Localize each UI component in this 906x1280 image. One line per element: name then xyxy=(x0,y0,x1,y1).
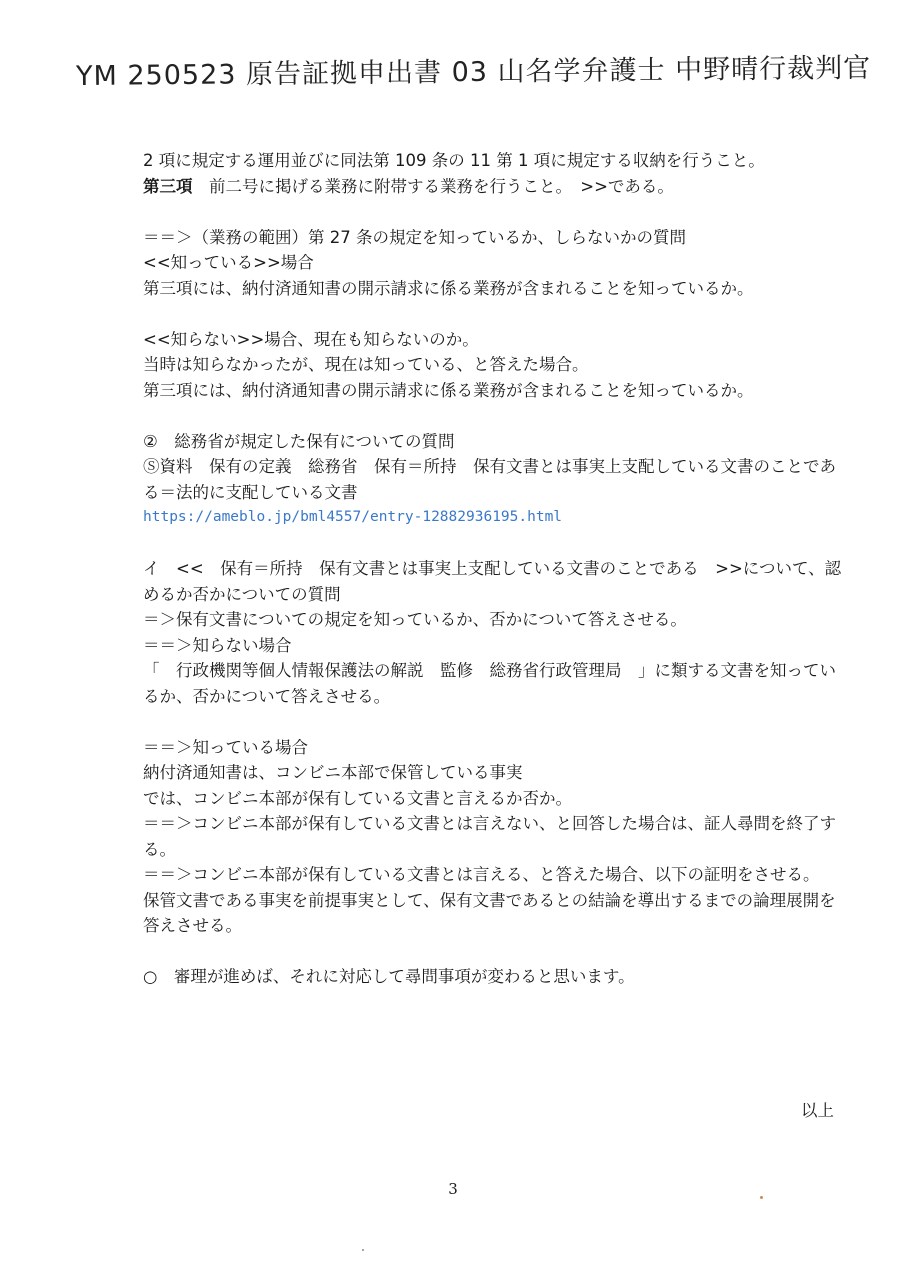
text-line: ＝＝＞（業務の範囲）第 27 条の規定を知っているか、しらないかの質問 xyxy=(143,227,686,247)
text-span: 前二号に掲げる業務に附帯する業務を行うこと。 >>である。 xyxy=(192,176,674,196)
text-line: 第三項には、納付済通知書の開示請求に係る業務が含まれることを知っているか。 xyxy=(143,380,754,400)
text-line: 「 行政機関等個人情報保護法の解説 監修 総務省行政管理局 」に類する文書を知っているか、否かについて答えさせる。 xyxy=(143,661,836,706)
scan-speck xyxy=(362,1249,364,1251)
text-line: ＝＝＞コンビニ本部が保有している文書とは言える、と答えた場合、以下の証明をさせる。 xyxy=(143,865,820,884)
text-line: ＝＝＞知らない場合 xyxy=(143,635,292,655)
text-line: ＝＞保有文書についての規定を知っているか、否かについて答えさせる。 xyxy=(143,610,687,629)
text-line: ○ 審理が進めば、それに対応して尋問事項が変わると思います。 xyxy=(143,967,635,986)
reference-link[interactable]: https://ameblo.jp/bml4557/entry-12882936195.html xyxy=(143,509,563,525)
text-line: 第三項には、納付済通知書の開示請求に係る業務が含まれることを知っているか。 xyxy=(143,278,754,298)
text-line: 当時は知らなかったが、現在は知っている、と答えた場合。 xyxy=(143,355,589,374)
page-number: 3 xyxy=(448,1180,458,1198)
text-line: では、コンビニ本部が保有している文書と言えるか否か。 xyxy=(143,788,572,808)
text-line: 納付済通知書は、コンビニ本部で保管している事実 xyxy=(143,763,523,782)
closing-mark: 以上 xyxy=(801,1101,834,1120)
handwritten-header: YM 250523 原告証拠申出書 03 山名学弁護士 中野晴行裁判官 xyxy=(75,52,872,93)
text-line: イ << 保有＝所持 保有文書とは事実上支配している文書のことである >>について、認めるか否かについての質問 xyxy=(143,559,842,604)
text-line: 保管文書である事実を前提事実として、保有文書であるとの結論を導出するまでの論理展開を答えさせる。 xyxy=(143,890,836,935)
text-line: ＝＝＞知っている場合 xyxy=(143,737,308,757)
text-line: <<知らない>>場合、現在も知らないのか。 xyxy=(143,329,479,349)
text-line xyxy=(143,174,843,200)
text-line: 2 項に規定する運用並びに同法第 109 条の 11 第 1 項に規定する収納を行うこと。 xyxy=(143,151,765,170)
text-line: ② 総務省が規定した保有についての質問 xyxy=(143,431,455,451)
text-line: <<知っている>>場合 xyxy=(143,253,314,272)
body-text xyxy=(143,148,843,990)
text-line: Ⓢ資料 保有の定義 総務省 保有＝所持 保有文書とは事実上支配している文書のことである＝法的に支配している文書 xyxy=(143,457,836,502)
scan-speck xyxy=(760,1196,763,1199)
section-label: 第三項 xyxy=(143,176,193,196)
text-line: ＝＝＞コンビニ本部が保有している文書とは言えない、と回答した場合は、証人尋問を終了する。 xyxy=(143,814,836,859)
